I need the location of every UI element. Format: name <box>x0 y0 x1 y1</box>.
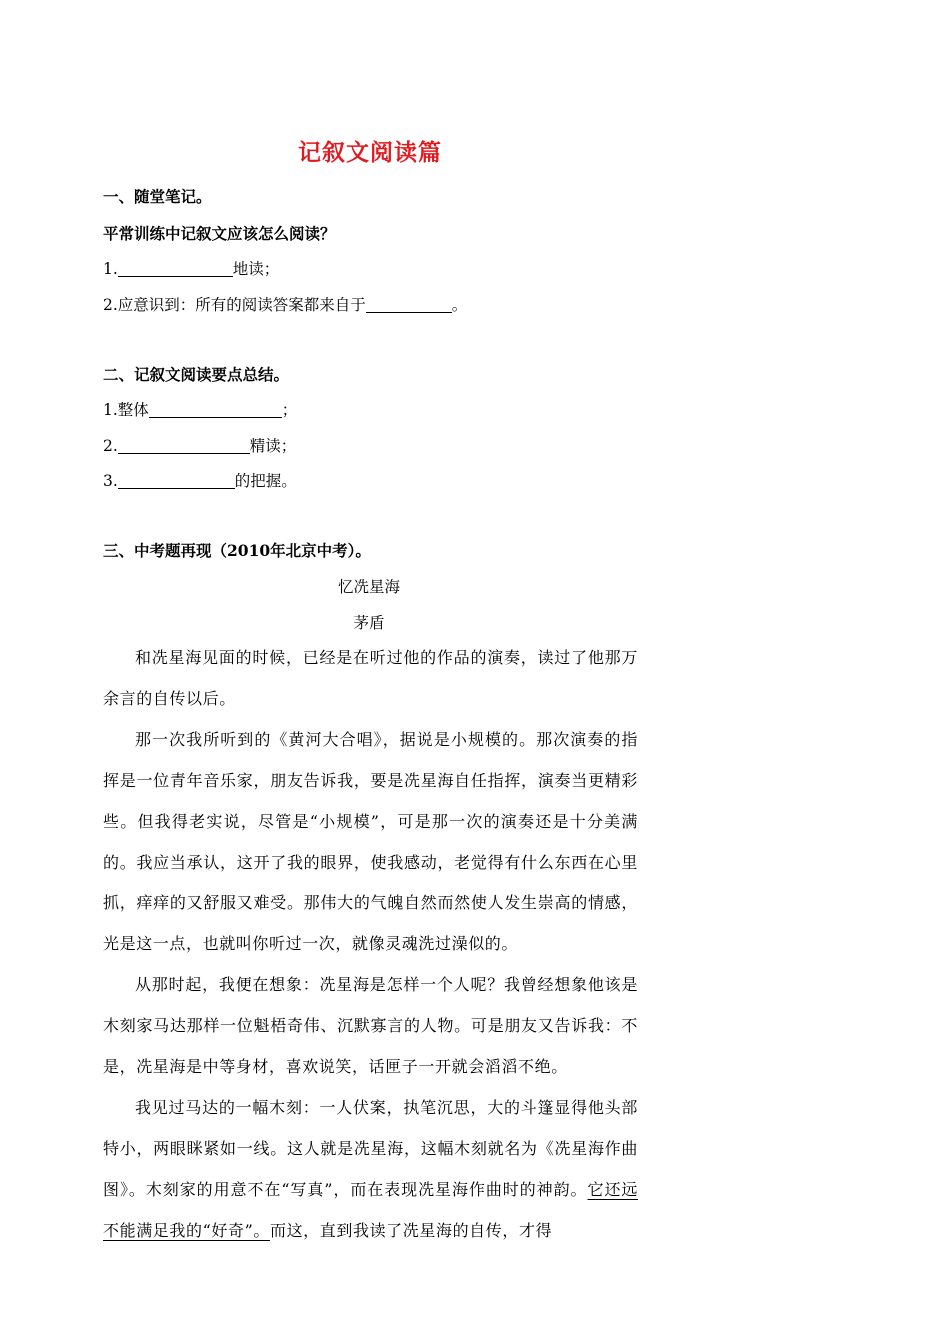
item-prefix: 2. <box>103 437 118 455</box>
document-title: 记叙文阅读篇 <box>298 139 442 166</box>
fill-blank[interactable] <box>366 296 452 313</box>
section2-item3 <box>103 470 297 492</box>
paragraph-4-main: 我见过马达的一幅木刻：一人伏案，执笔沉思，大的斗篷显得他头部特小，两眼眯紧如一线。这人就是冼星海，这幅木刻就名为《冼星海作曲图》。木刻家的用意不在“写真”，而在表现冼星海作曲时的神韵。 <box>103 1097 638 1199</box>
item-suffix: 地读； <box>232 260 280 278</box>
item-suffix: 精读； <box>249 437 297 455</box>
paragraph-1: 和冼星海见面的时候，已经是在听过他的作品的演奏，读过了他那万余言的自传以后。 <box>103 648 638 708</box>
section1-item1 <box>103 258 279 280</box>
section2-item2 <box>103 435 296 457</box>
article-title: 忆冼星海 <box>337 578 400 596</box>
underlined-sentence: 它还远不能满足我的“好奇”。 <box>103 1179 638 1240</box>
fill-blank[interactable] <box>118 260 233 277</box>
section1-heading: 一、随堂笔记。 <box>103 187 212 206</box>
fill-blank[interactable] <box>118 437 250 454</box>
article-body <box>103 638 638 1252</box>
paragraph-2: 那一次我所听到的《黄河大合唱》，据说是小规模的。那次演奏的指挥是一位青年音乐家，朋友告诉我，要是冼星海自任指挥，演奏当更精彩些。但我得老实说，尽管是“小规模”，可是那一次的演奏还是十分美满的。我应当承认，这开了我的眼界，使我感动，老觉得有什么东西在心里抓，痒痒的又舒服又难受。那伟大的气魄自然而然使人发生崇高的情感，光是这一点，也就叫你听过一次，就像灵魂洗过澡似的。 <box>103 729 638 954</box>
section2-item1 <box>103 399 297 421</box>
item-prefix: 2.应意识到：所有的阅读答案都来自于 <box>103 296 366 314</box>
item-prefix: 1. <box>103 260 118 278</box>
fill-blank[interactable] <box>149 401 282 418</box>
paragraph-4 <box>103 1088 638 1252</box>
section3-heading: 三、中考题再现（2010年北京中考）。 <box>103 541 371 560</box>
item-suffix: ； <box>281 401 298 419</box>
item-prefix: 3. <box>103 472 118 490</box>
fill-blank[interactable] <box>118 472 235 489</box>
item-suffix: 。 <box>451 296 468 314</box>
item-prefix: 1.整体 <box>103 401 149 419</box>
section2-heading: 二、记叙文阅读要点总结。 <box>103 365 290 384</box>
paragraph-4-tail: 而这，直到我读了冼星海的自传，才得 <box>269 1220 553 1240</box>
article-author: 茅盾 <box>353 614 385 632</box>
section1-item2 <box>103 294 467 316</box>
item-suffix: 的把握。 <box>234 472 297 490</box>
paragraph-3: 从那时起，我便在想象：冼星海是怎样一个人呢？我曾经想象他该是木刻家马达那样一位魁梧奇伟、沉默寡言的人物。可是朋友又告诉我：不是，冼星海是中等身材，喜欢说笑，话匣子一开就会滔滔不绝。 <box>103 975 638 1077</box>
section1-question: 平常训练中记叙文应该怎么阅读？ <box>103 224 336 243</box>
